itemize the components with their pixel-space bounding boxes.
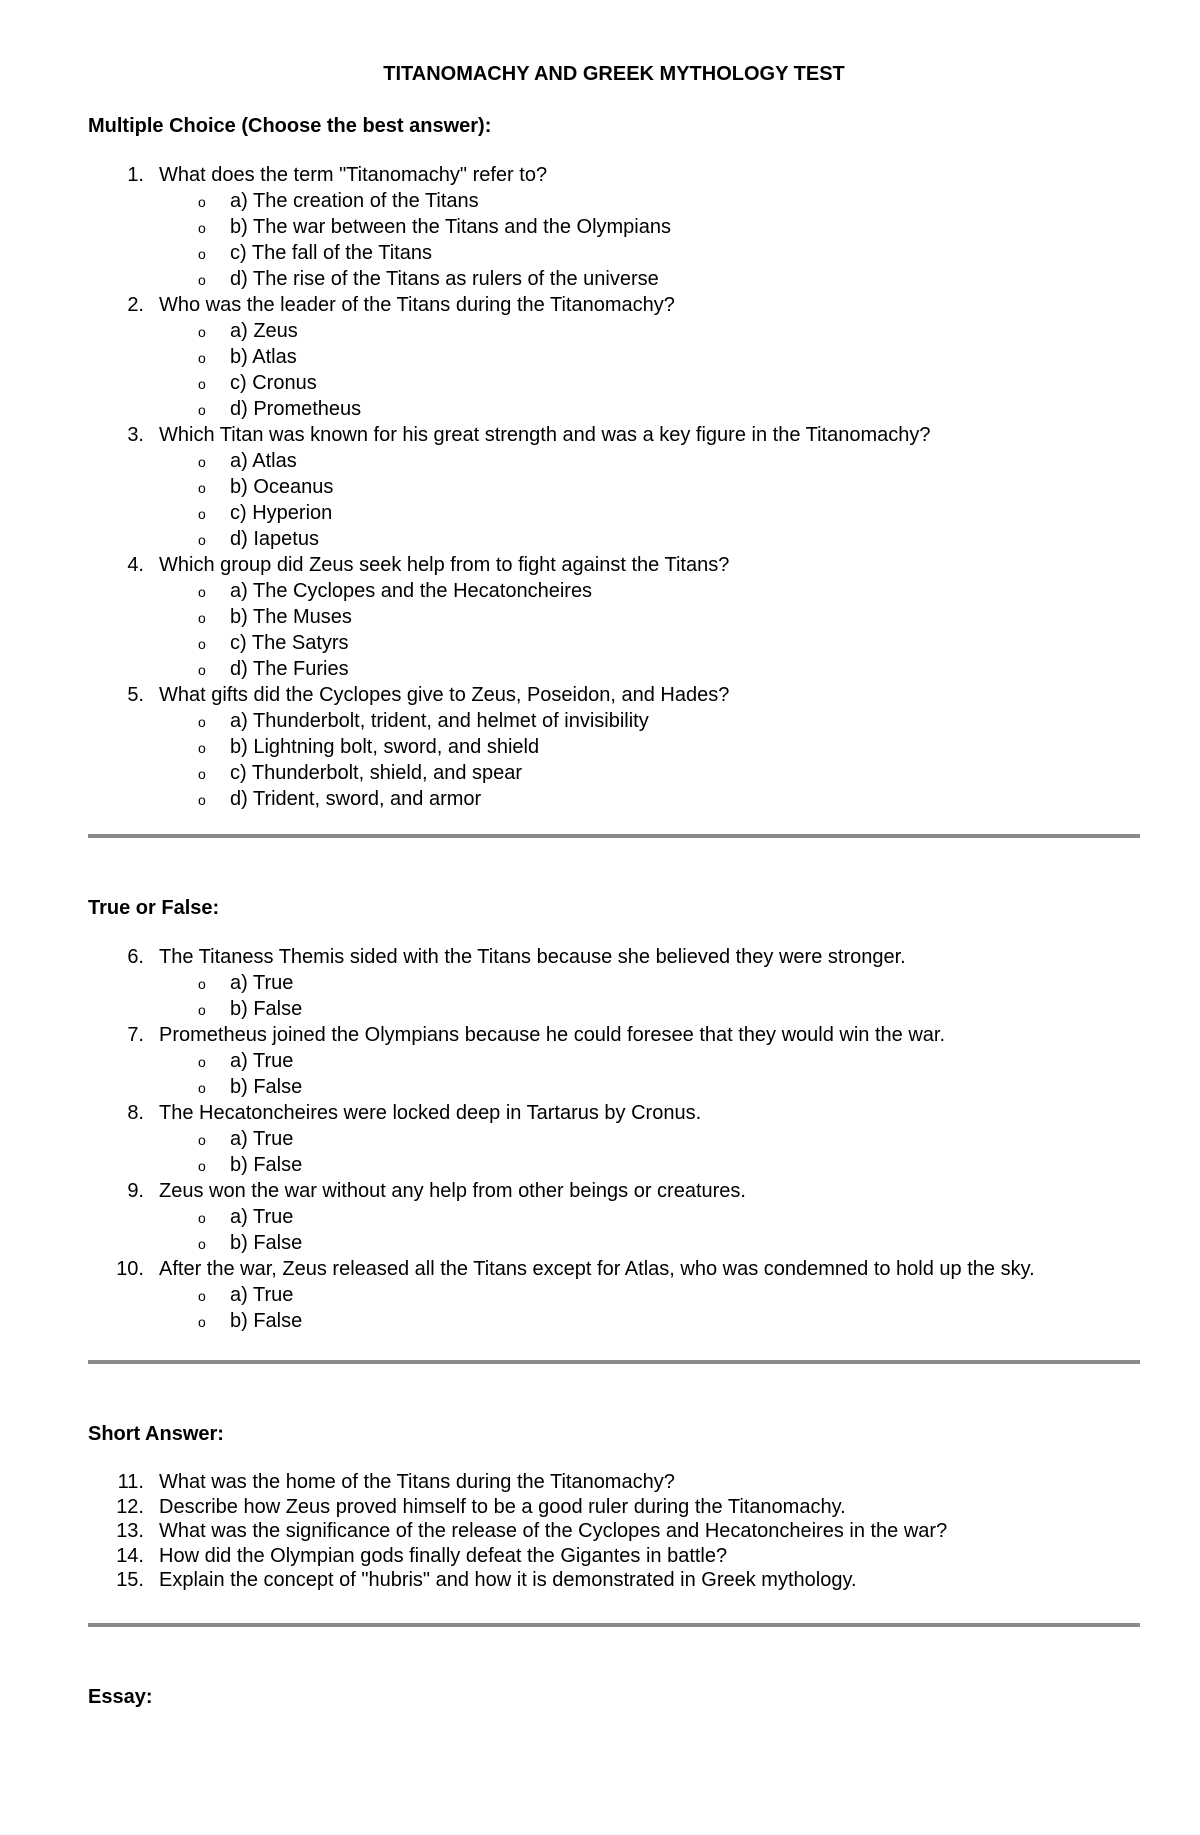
option-text: a) True [230, 1206, 294, 1228]
option-text: c) Thunderbolt, shield, and spear [230, 762, 523, 784]
option-item [159, 526, 1140, 552]
document-title: TITANOMACHY AND GREEK MYTHOLOGY TEST [383, 63, 845, 85]
question-number: 13. [116, 1520, 144, 1542]
option-text: d) The Furies [230, 658, 349, 680]
question-5 [88, 682, 1140, 812]
option-text: b) Atlas [230, 346, 297, 368]
question-text: The Hecatoncheires were locked deep in Tartarus by Cronus. [159, 1102, 702, 1124]
option-text: b) The war between the Titans and the Olympians [230, 216, 671, 238]
option-list [159, 708, 1140, 812]
circle-bullet-icon: o [198, 584, 206, 600]
circle-bullet-icon: o [198, 740, 206, 756]
section-heading-essay: Essay: [88, 1685, 153, 1708]
true-false-list [88, 944, 1140, 1334]
option-text: a) True [230, 1050, 294, 1072]
circle-bullet-icon: o [198, 662, 206, 678]
circle-bullet-icon: o [198, 1210, 206, 1226]
question-15 [88, 1568, 1140, 1593]
option-list [159, 1204, 1140, 1256]
question-text: Describe how Zeus proved himself to be a good ruler during the Titanomachy. [159, 1495, 846, 1518]
option-text: b) False [230, 1310, 303, 1332]
circle-bullet-icon: o [198, 1132, 206, 1148]
option-item [159, 396, 1140, 422]
question-number: 15. [116, 1569, 144, 1591]
question-number: 7. [127, 1024, 144, 1046]
option-item [159, 630, 1140, 656]
circle-bullet-icon: o [198, 1002, 206, 1018]
option-text: b) False [230, 998, 303, 1020]
question-12 [88, 1495, 1140, 1520]
circle-bullet-icon: o [198, 402, 206, 418]
circle-bullet-icon: o [198, 1158, 206, 1174]
question-13 [88, 1519, 1140, 1544]
option-text: a) The Cyclopes and the Hecatoncheires [230, 580, 593, 602]
option-item [159, 1074, 1140, 1100]
circle-bullet-icon: o [198, 480, 206, 496]
option-list [159, 578, 1140, 682]
option-text: b) False [230, 1232, 303, 1254]
question-number: 12. [116, 1495, 144, 1518]
question-text: After the war, Zeus released all the Titans except for Atlas, who was condemned to hold up the sky. [159, 1258, 1035, 1280]
option-text: b) False [230, 1076, 303, 1098]
question-10 [88, 1256, 1140, 1334]
question-number: 2. [127, 294, 144, 316]
question-number: 10. [116, 1258, 144, 1280]
circle-bullet-icon: o [198, 976, 206, 992]
option-item [159, 1152, 1140, 1178]
option-item [159, 318, 1140, 344]
question-text: Which group did Zeus seek help from to fight against the Titans? [159, 554, 730, 576]
option-item [159, 188, 1140, 214]
option-item [159, 996, 1140, 1022]
option-text: c) The fall of the Titans [230, 242, 432, 264]
question-number: 11. [117, 1471, 144, 1493]
option-text: c) Cronus [230, 372, 317, 394]
option-item [159, 448, 1140, 474]
circle-bullet-icon: o [198, 272, 206, 288]
option-item [159, 708, 1140, 734]
option-item [159, 500, 1140, 526]
question-number: 3. [127, 424, 144, 446]
question-9 [88, 1178, 1140, 1256]
circle-bullet-icon: o [198, 766, 206, 782]
option-item [159, 344, 1140, 370]
option-text: b) The Muses [230, 606, 352, 628]
option-list [159, 1282, 1140, 1334]
option-item [159, 214, 1140, 240]
question-number: 1. [127, 164, 144, 186]
option-text: a) True [230, 1128, 294, 1150]
section-divider [88, 1360, 1140, 1364]
circle-bullet-icon: o [198, 610, 206, 626]
question-text: The Titaness Themis sided with the Titans because she believed they were stronger. [159, 946, 906, 968]
question-3 [88, 422, 1140, 552]
circle-bullet-icon: o [198, 636, 206, 652]
option-list [159, 188, 1140, 292]
circle-bullet-icon: o [198, 506, 206, 522]
option-item [159, 1126, 1140, 1152]
circle-bullet-icon: o [198, 1236, 206, 1252]
question-text: Explain the concept of "hubris" and how it is demonstrated in Greek mythology. [159, 1569, 857, 1591]
option-text: d) Trident, sword, and armor [230, 788, 482, 810]
circle-bullet-icon: o [198, 246, 206, 262]
question-4 [88, 552, 1140, 682]
question-number: 8. [127, 1102, 144, 1124]
section-divider [88, 1623, 1140, 1627]
question-text: Who was the leader of the Titans during the Titanomachy? [159, 294, 675, 316]
question-number: 14. [116, 1544, 144, 1567]
question-number: 4. [127, 554, 144, 576]
option-item [159, 760, 1140, 786]
option-item [159, 970, 1140, 996]
question-8 [88, 1100, 1140, 1178]
question-14 [88, 1544, 1140, 1569]
option-item [159, 604, 1140, 630]
question-text: How did the Olympian gods finally defeat the Gigantes in battle? [159, 1544, 728, 1567]
option-text: b) Lightning bolt, sword, and shield [230, 736, 540, 758]
circle-bullet-icon: o [198, 792, 206, 808]
question-number: 5. [127, 684, 144, 706]
option-text: a) Thunderbolt, trident, and helmet of invisibility [230, 710, 649, 732]
option-item [159, 474, 1140, 500]
question-text: What does the term "Titanomachy" refer to? [159, 164, 548, 186]
question-text: Which Titan was known for his great strength and was a key figure in the Titanomachy? [159, 424, 931, 446]
circle-bullet-icon: o [198, 324, 206, 340]
question-6 [88, 944, 1140, 1022]
multiple-choice-list [88, 162, 1140, 812]
circle-bullet-icon: o [198, 1054, 206, 1070]
section-heading-multiple-choice: Multiple Choice (Choose the best answer): [88, 115, 492, 137]
option-list [159, 1048, 1140, 1100]
option-list [159, 970, 1140, 1022]
short-answer-list [88, 1470, 1140, 1593]
question-text: What gifts did the Cyclopes give to Zeus, Poseidon, and Hades? [159, 684, 730, 706]
option-list [159, 448, 1140, 552]
question-2 [88, 292, 1140, 422]
option-text: d) Prometheus [230, 398, 362, 420]
option-item [159, 578, 1140, 604]
section-heading-short-answer: Short Answer: [88, 1423, 224, 1445]
option-item [159, 240, 1140, 266]
option-item [159, 786, 1140, 812]
circle-bullet-icon: o [198, 376, 206, 392]
option-text: b) Oceanus [230, 476, 334, 498]
option-list [159, 1126, 1140, 1178]
option-item [159, 370, 1140, 396]
circle-bullet-icon: o [198, 350, 206, 366]
option-item [159, 656, 1140, 682]
option-text: a) True [230, 972, 294, 994]
option-text: a) True [230, 1284, 294, 1306]
option-text: a) Atlas [230, 450, 297, 472]
circle-bullet-icon: o [198, 194, 206, 210]
option-list [159, 318, 1140, 422]
circle-bullet-icon: o [198, 1080, 206, 1096]
option-item [159, 1204, 1140, 1230]
option-item [159, 1048, 1140, 1074]
option-item [159, 734, 1140, 760]
option-item [159, 1230, 1140, 1256]
option-text: a) Zeus [230, 320, 298, 342]
circle-bullet-icon: o [198, 454, 206, 470]
question-text: What was the significance of the release of the Cyclopes and Hecatoncheires in the war? [159, 1520, 948, 1542]
question-number: 9. [127, 1180, 144, 1202]
circle-bullet-icon: o [198, 532, 206, 548]
circle-bullet-icon: o [198, 714, 206, 730]
question-text: Zeus won the war without any help from other beings or creatures. [159, 1180, 746, 1202]
section-heading-true-false: True or False: [88, 897, 220, 919]
option-item [159, 1308, 1140, 1334]
option-text: c) Hyperion [230, 502, 333, 524]
test-document [88, 62, 1140, 1709]
circle-bullet-icon: o [198, 1288, 206, 1304]
section-divider [88, 834, 1140, 838]
option-text: d) Iapetus [230, 528, 319, 550]
question-11 [88, 1470, 1140, 1495]
question-number: 6. [127, 946, 144, 968]
option-item [159, 266, 1140, 292]
option-text: b) False [230, 1154, 303, 1176]
option-text: a) The creation of the Titans [230, 190, 479, 212]
option-text: c) The Satyrs [230, 632, 349, 654]
question-text: What was the home of the Titans during the Titanomachy? [159, 1471, 675, 1493]
option-item [159, 1282, 1140, 1308]
option-text: d) The rise of the Titans as rulers of the universe [230, 268, 659, 290]
circle-bullet-icon: o [198, 1314, 206, 1330]
circle-bullet-icon: o [198, 220, 206, 236]
question-1 [88, 162, 1140, 292]
question-text: Prometheus joined the Olympians because he could foresee that they would win the war. [159, 1024, 946, 1046]
question-7 [88, 1022, 1140, 1100]
